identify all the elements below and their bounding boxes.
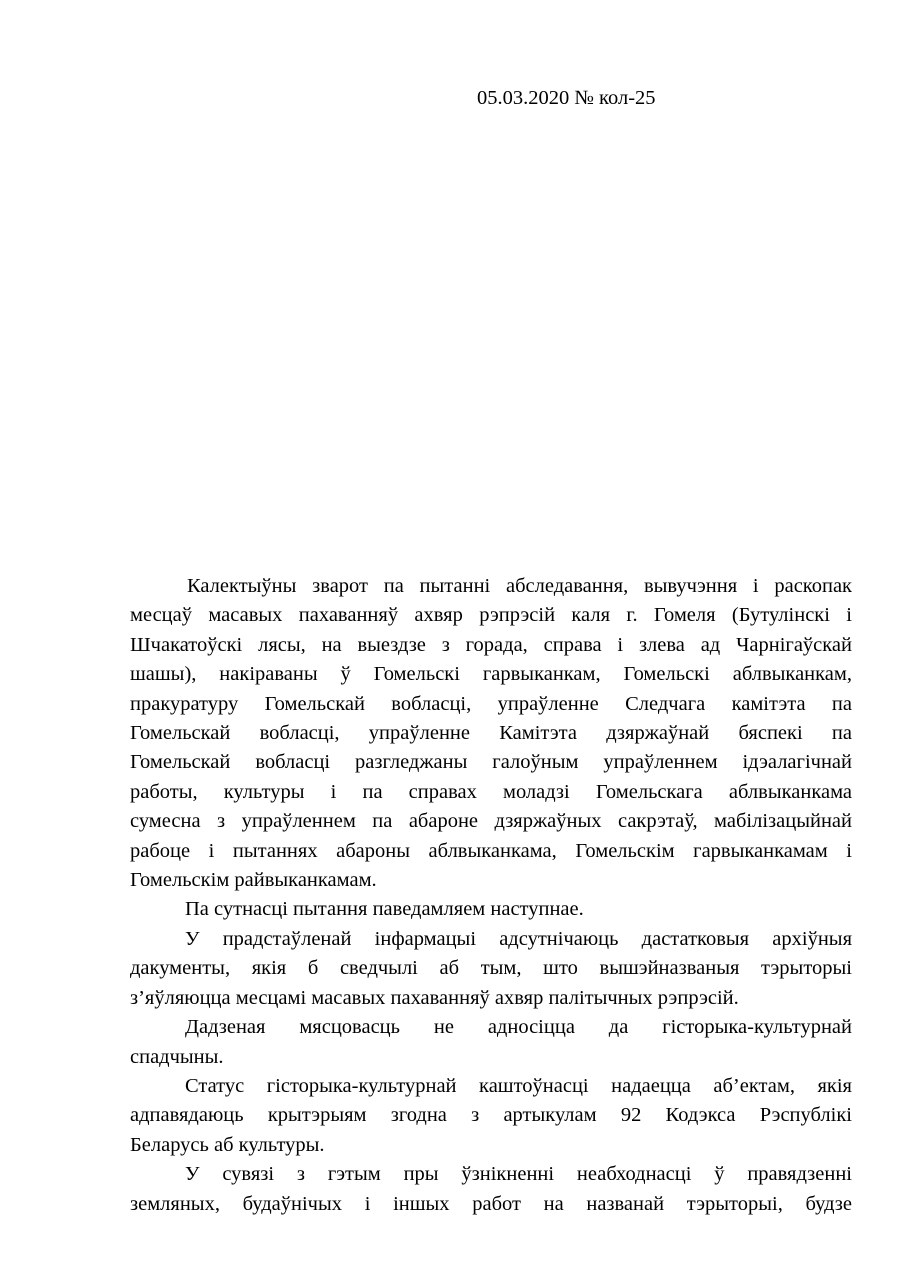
text-line: Гомельскай вобласці разгледжаны галоўным упраўленнем ідэалагічнай [130,751,852,774]
paragraph-archive [130,925,852,1013]
text-line: Статус гісторыка-культурнай каштоўнасці надаецца аб’ектам, якія [185,1074,852,1097]
text-line: земляных, будаўнічых і іншых работ на названай тэрыторыі, будзе [130,1192,852,1215]
text-line: дакументы, якія б сведчылі аб тым, што вышэйназваныя тэрыторыі [130,957,852,980]
text-line: з’яўляюцца месцамі масавых пахаванняў ахвяр палітычных рэпрэсій. [130,986,739,1009]
text-line: Калектыўны зварот па пытанні абследавання, вывучэння і раскопак [187,575,852,597]
text-line: Шчакатоўскі лясы, на выездзе з горада, справа і злева ад Чарнігаўскай [130,633,852,656]
text-line: месцаў масавых пахаванняў ахвяр рэпрэсій каля г. Гомеля (Бутулінскі і [130,604,852,627]
text-line: сумесна з упраўленнем па абароне дзяржаўных сакрэтаў, мабілізацыйнай [130,810,852,833]
text-line: рабоце і пытаннях абароны аблвыканкама, Гомельскім гарвыканкамам і [130,839,852,862]
paragraph-appeal [130,572,852,895]
text-line: Па сутнасці пытання паведамляем наступнае. [185,898,584,921]
text-line: У прадстаўленай інфармацыі адсутнічаюць дастатковыя архіўныя [185,927,852,950]
paragraph-essence [130,895,852,924]
text-line: Беларусь аб культуры. [130,1133,325,1156]
text-line: Гомельскім райвыканкамам. [130,869,377,892]
text-line: адпавядаюць крытэрыям згодна з артыкулам 92 Кодэкса Рэспублікі [130,1104,852,1127]
text-line: шашы), накіраваны ў Гомельскі гарвыканкам, Гомельскі аблвыканкам, [130,663,852,686]
text-line: спадчыны. [130,1045,224,1068]
text-line: У сувязі з гэтым пры ўзнікненні неабходнасці ў правядзенні [185,1163,852,1186]
letter-body [130,572,852,1219]
text-line: работы, культуры і па справах моладзі Гомельскага аблвыканкама [130,780,852,803]
text-line: Дадзеная мясцовасць не адносіцца да гісторыка-культурнай [185,1016,852,1039]
text-line: Гомельскай вобласці, упраўленне Камітэта дзяржаўнай бяспекі па [130,722,852,745]
paragraph-works [130,1160,852,1219]
document-reference-number: 05.03.2020 № кол-25 [477,87,656,109]
paragraph-heritage [130,1013,852,1072]
text-line: пракуратуру Гомельскай вобласці, упраўленне Следчага камітэта па [130,692,852,715]
paragraph-status [130,1072,852,1160]
